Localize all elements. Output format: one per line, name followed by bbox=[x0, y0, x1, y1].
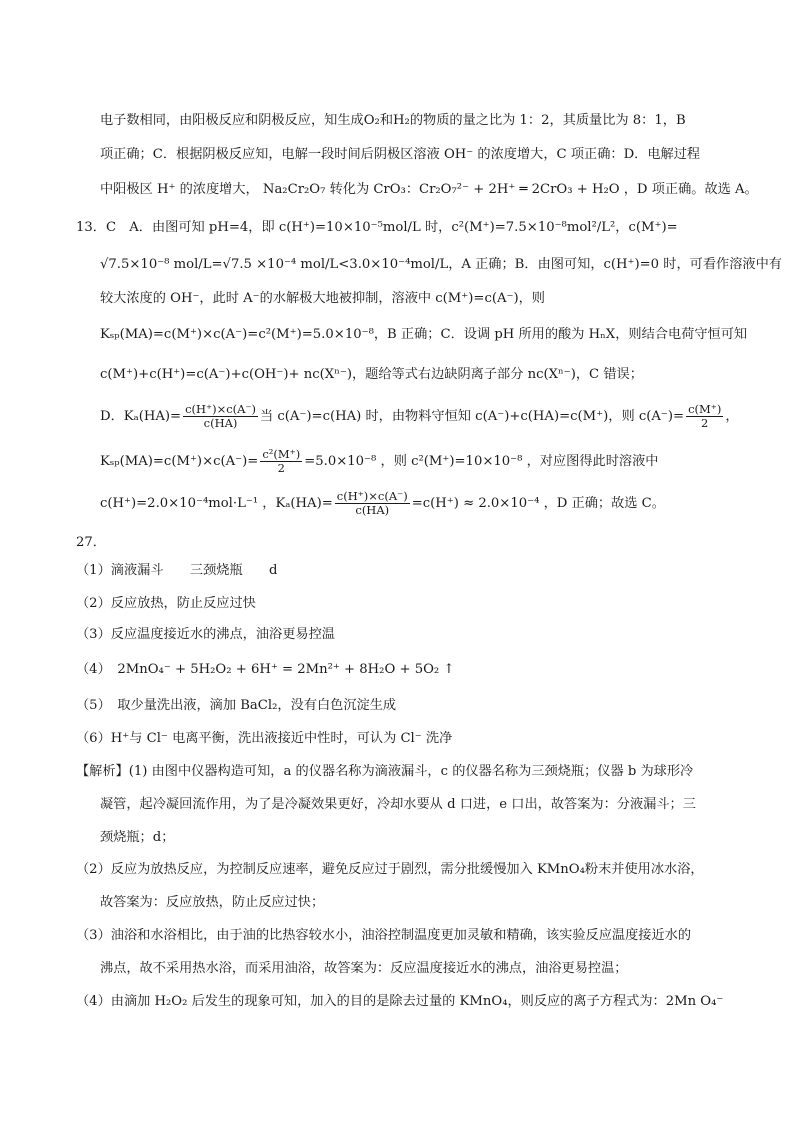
ka-numerator: c(H⁺)×c(A⁻) bbox=[185, 402, 257, 416]
p1-line-3: 中阳极区 H⁺ 的浓度增大， Na₂Cr₂O₇ 转化为 CrO₃：Cr₂O₇²⁻ + 2H⁺ ═ 2CrO₃ + H₂O ，D 项正确。故选 A。 bbox=[100, 182, 758, 197]
q27-explain-8: （4）由滴加 H₂O₂ 后发生的现象可知，加入的目的是除去过量的 KMnO₄，则反应的离子方程式为：2Mn O₄⁻ bbox=[76, 994, 724, 1009]
q27-answer-2: （2）反应放热，防止反应过快 bbox=[76, 596, 256, 611]
q27-answer-3: （3）反应温度接近水的沸点，油浴更易控温 bbox=[76, 627, 335, 642]
q27-answer-5: （5） 取少量洗出液，滴加 BaCl₂，没有白色沉淀生成 bbox=[76, 698, 397, 713]
q27-explain-7: 沸点，故不采用热水浴，而采用油浴，故答案为：反应温度接近水的沸点，油浴更易控温； bbox=[100, 961, 628, 976]
q27-explain-6: （3）油浴和水浴相比，由于油的比热容较水小，油浴控制温度更加灵敏和精确，该实验反应温度接近水的 bbox=[76, 928, 692, 943]
ka-fraction bbox=[183, 403, 258, 430]
q27-explain-4: （2）反应为放热反应，为控制反应速率，避免反应过于剧烈，需分批缓慢加入 KMnO₄粉末并使用冰水浴， bbox=[76, 862, 704, 877]
ca-numerator: c(M⁺) bbox=[688, 402, 722, 416]
q27-explain-3: 颈烧瓶；d； bbox=[100, 830, 175, 845]
p1-line-1: 电子数相同，由阳极反应和阴极反应，知生成O₂和H₂的物质的量之比为 1：2，其质量比为 8：1，B bbox=[100, 113, 686, 128]
ka2-numerator: c(H⁺)×c(A⁻) bbox=[336, 489, 408, 503]
q13-line-2: √7.5×10⁻⁸ mol/L=√7.5 ×10⁻⁴ mol/L<3.0×10⁻⁴mol/L，A 正确；B．由图可知，c(H⁺)=0 时，可看作溶液中有 bbox=[100, 257, 782, 272]
ksp-fraction bbox=[260, 448, 302, 475]
q27-explain-5: 故答案为：反应放热，防止反应过快； bbox=[100, 895, 325, 910]
q27-answer-4: （4） 2MnO₄⁻ + 5H₂O₂ + 6H⁺ = 2Mn²⁺ + 8H₂O + 5O₂ ↑ bbox=[76, 662, 455, 677]
q27-number: 27． bbox=[76, 535, 106, 550]
q27-answer-6: （6）H⁺与 Cl⁻ 电离平衡，洗出液接近中性时，可认为 Cl⁻ 洗净 bbox=[76, 731, 453, 746]
q13-line-6 bbox=[100, 403, 739, 430]
q13-line-8-b: =c(H⁺) ≈ 2.0×10⁻⁴ ，D 正确；故选 C。 bbox=[411, 496, 665, 511]
ca-fraction bbox=[686, 403, 723, 430]
ka-denominator: c(HA) bbox=[203, 416, 238, 430]
q13-line-4: Kₛₚ(MA)=c(M⁺)×c(A⁻)=c²(M⁺)=5.0×10⁻⁸，B 正确；C．设调 pH 所用的酸为 HₙX，则结合电荷守恒可知 bbox=[100, 327, 748, 342]
q27-answer-1: （1）滴液漏斗 三颈烧瓶 d bbox=[76, 563, 278, 578]
q13-line-6-b: 当 c(A⁻)=c(HA) 时，由物料守恒知 c(A⁻)+c(HA)=c(M⁺)，则 c(A⁻)= bbox=[260, 409, 685, 424]
ca-denominator: 2 bbox=[701, 416, 709, 430]
q13-line-6-a: D．Kₐ(HA)= bbox=[100, 409, 182, 424]
ka2-denominator: c(HA) bbox=[355, 503, 390, 517]
p1-line-2: 项正确；C．根据阴极反应知，电解一段时间后阴极区溶液 OH⁻ 的浓度增大，C 项正确：D．电解过程 bbox=[100, 147, 701, 162]
q27-explain-1: 【解析】(1) 由图中仪器构造可知，a 的仪器名称为滴液漏斗，c 的仪器名称为三颈烧瓶；仪器 b 为球形冷 bbox=[76, 764, 694, 779]
ka2-fraction bbox=[335, 490, 410, 517]
q13-line-5: c(M⁺)+c(H⁺)=c(A⁻)+c(OH⁻)+ nc(Xⁿ⁻)，题给等式右边缺阴离子部分 nc(Xⁿ⁻)，C 错误； bbox=[100, 367, 643, 382]
q27-explain-2: 凝管，起冷凝回流作用，为了是冷凝效果更好，冷却水要从 d 口进，e 口出，故答案为：分液漏斗；三 bbox=[100, 797, 696, 812]
q13-line-6-c: ， bbox=[725, 409, 739, 424]
ksp-denominator: 2 bbox=[277, 461, 285, 475]
q13-line-7 bbox=[100, 448, 658, 475]
ksp-numerator: c²(M⁺) bbox=[262, 447, 301, 461]
q13-line-3: 较大浓度的 OH⁻，此时 A⁻的水解极大地被抑制，溶液中 c(M⁺)=c(A⁻)，则 bbox=[100, 291, 545, 306]
q13-line-1: 13．C A．由图可知 pH=4，即 c(H⁺)=10×10⁻⁵mol/L 时，c²(M⁺)=7.5×10⁻⁸mol²/L²，c(M⁺)= bbox=[76, 220, 678, 235]
q13-line-7-a: Kₛₚ(MA)=c(M⁺)×c(A⁻)= bbox=[100, 454, 259, 469]
q13-line-7-b: =5.0×10⁻⁸ ，则 c²(M⁺)=10×10⁻⁸ ，对应图得此时溶液中 bbox=[304, 454, 659, 469]
q13-line-8-a: c(H⁺)=2.0×10⁻⁴mol·L⁻¹ ，Kₐ(HA)= bbox=[100, 496, 333, 511]
q13-line-8 bbox=[100, 490, 665, 517]
